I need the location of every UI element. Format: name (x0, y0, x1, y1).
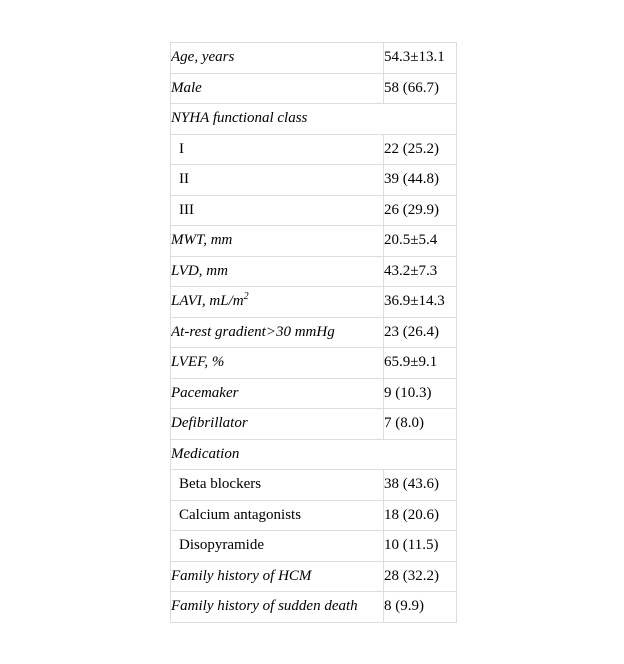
row-label: Pacemaker (171, 378, 384, 409)
table-row (171, 43, 457, 74)
table-row (171, 439, 457, 470)
row-value: 8 (9.9) (384, 592, 457, 623)
row-value: 10 (11.5) (384, 531, 457, 562)
table-row (171, 317, 457, 348)
row-label: I (171, 134, 384, 165)
row-value: 58 (66.7) (384, 73, 457, 104)
row-value: 9 (10.3) (384, 378, 457, 409)
table-row (171, 409, 457, 440)
row-label: LVEF, % (171, 348, 384, 379)
row-value: 28 (32.2) (384, 561, 457, 592)
row-label: At-rest gradient>30 mmHg (171, 317, 384, 348)
table-row (171, 561, 457, 592)
row-label: MWT, mm (171, 226, 384, 257)
row-value: 38 (43.6) (384, 470, 457, 501)
table-row (171, 165, 457, 196)
row-label: Beta blockers (171, 470, 384, 501)
row-label-text: LAVI, mL/m (171, 293, 244, 310)
table-row (171, 226, 457, 257)
row-label: II (171, 165, 384, 196)
row-label: Disopyramide (171, 531, 384, 562)
row-value: 36.9±14.3 (384, 287, 457, 318)
table-row (171, 348, 457, 379)
table-row (171, 470, 457, 501)
row-value: 20.5±5.4 (384, 226, 457, 257)
row-value: 18 (20.6) (384, 500, 457, 531)
row-label-section: NYHA functional class (171, 104, 457, 135)
row-label: Family history of sudden death (171, 592, 384, 623)
row-label: Family history of HCM (171, 561, 384, 592)
table-row (171, 134, 457, 165)
row-value: 22 (25.2) (384, 134, 457, 165)
table-row (171, 104, 457, 135)
row-value: 23 (26.4) (384, 317, 457, 348)
row-label: III (171, 195, 384, 226)
row-label: Defibrillator (171, 409, 384, 440)
table-row (171, 592, 457, 623)
row-value: 65.9±9.1 (384, 348, 457, 379)
row-value: 43.2±7.3 (384, 256, 457, 287)
row-label-section: Medication (171, 439, 457, 470)
row-label: Male (171, 73, 384, 104)
table-row (171, 256, 457, 287)
row-label (171, 287, 384, 318)
table-row (171, 500, 457, 531)
table-row (171, 195, 457, 226)
row-label: Calcium antagonists (171, 500, 384, 531)
row-label: LVD, mm (171, 256, 384, 287)
row-value: 54.3±13.1 (384, 43, 457, 74)
row-label: Age, years (171, 43, 384, 74)
row-value: 26 (29.9) (384, 195, 457, 226)
table-row (171, 531, 457, 562)
patient-characteristics-table-container (170, 42, 457, 623)
patient-characteristics-table (170, 42, 457, 623)
table-row (171, 73, 457, 104)
table-row (171, 287, 457, 318)
table-row (171, 378, 457, 409)
row-value: 7 (8.0) (384, 409, 457, 440)
row-value: 39 (44.8) (384, 165, 457, 196)
row-label-superscript: 2 (243, 291, 249, 303)
